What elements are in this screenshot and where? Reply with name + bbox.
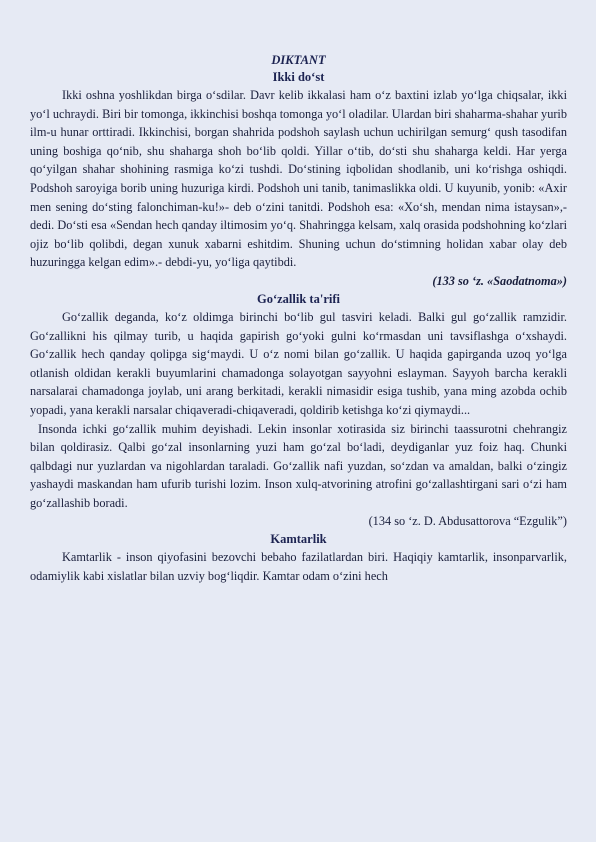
section-source: (133 so ‘z. «Saodatnoma») [432, 273, 567, 288]
document-title: DIKTANT [271, 53, 326, 67]
section-paragraph: Go‘zallik deganda, ko‘z oldimga birinchi bo‘lib gul tasviri keladi. Balki gul go‘zallik ramzidir. Go‘zallikni his qilmay turib, u haqida gapirish go‘yoki gulni ko‘rmasdan uni tavsiflashga o‘xshaydi. Go‘zallik hech qanday qolipga sig‘maydi. U o‘z nomi bilan go‘zallik. U haqida gapirganda uzoq yo‘lga otlanish oldidan kerakli buyumlarini chamadonga solayotgan sayyohni eslayman. Sayyoh barcha kerakli narsalarai chamadonga joylab, uni arang berkitadi, kerakli nimasidir esiga tushib, yana ming azobda ochib yopadi, yana kerakli narsalar chiqaveradi-chiqaveradi, qoldirib ketishga ko‘zi qiymaydi... [30, 309, 567, 417]
section-heading: Kamtarlik [270, 532, 327, 547]
section-source: (134 so ‘z. D. Abdusattorova “Ezgulik”) [368, 514, 567, 529]
section-paragraph: Ikki oshna yoshlikdan birga o‘sdilar. Davr kelib ikkalasi ham o‘z baxtini izlab yo‘lga chiqsalar, ikki yo‘l uchraydi. Biri bir tomonga, ikkinchisi boshqa tomonga yo‘l oladilar. Ulardan biri shaharma-shahar yurib ilm-u hunar orttiradi. Ikkinchisi, borgan shahrida podshoh saylash uchun uchirilgan semurg‘ qush tasodifan uning boshiga qo‘nib, shu shaharga shoh bo‘lib qoldi. Yillar o‘tib, do‘sti shu shaharga keldi. Har yerga qo‘yilgan shahar shohining rasmiga ko‘zi tushdi. Do‘stining iqbolidan shodlanib, uni ko‘rishga oshiqdi. Podshoh saroyiga borib uning huzuriga kirdi. Podshoh uni tanib, tanimaslikka oldi. U kuyunib, yonib: «Axir men sening do‘sting falonchiman-ku!»- deb o‘zini tanitdi. Podshoh esa: «Xo‘sh, mendan nima istaysan»,- dedi. Do‘sti esa «Sendan hech qanday iltimosim yo‘q. Shahringga kelsam, xalq orasida podshohning ko‘zlari ojiz bo‘lib qolibdi, degan xunuk xabarni eshitdim. Shuning uchun do‘stimning holidan xabar olay deb huzuringga kelgan edim».- debdi-yu, yo‘liga qaytibdi. [30, 88, 567, 270]
document-body [30, 52, 567, 586]
section-heading: Go‘zallik ta'rifi [257, 291, 340, 306]
section-paragraph: Insonda ichki go‘zallik muhim deyishadi. Lekin insonlar xotirasida siz birinchi taassurotni chehrangiz bilan qoldirasiz. Qalbi go‘zal insonlarning yuzi ham go‘zal bo‘ladi, deydiganlar yuz foiz haq. Chunki qalbdagi nur yuzlardan va nigohlardan taraladi. Go‘zallik nafi yuzdan, so‘zdan va amaldan, balki o‘zingiz yashaydi maskandan ham ufurib turishi lozim. Inson xulq-atvorining atrofini go‘zallashtirgani sari o‘zi ham go‘zallashib boradi. [30, 421, 567, 510]
section-paragraph: Kamtarlik - inson qiyofasini bezovchi bebaho fazilatlardan biri. Haqiqiy kamtarlik, insonparvarlik, odamiylik kabi xislatlar bilan uzviy bog‘liqdir. Kamtar odam o‘zini hech [30, 550, 567, 584]
section-heading: Ikki do‘st [272, 70, 325, 84]
